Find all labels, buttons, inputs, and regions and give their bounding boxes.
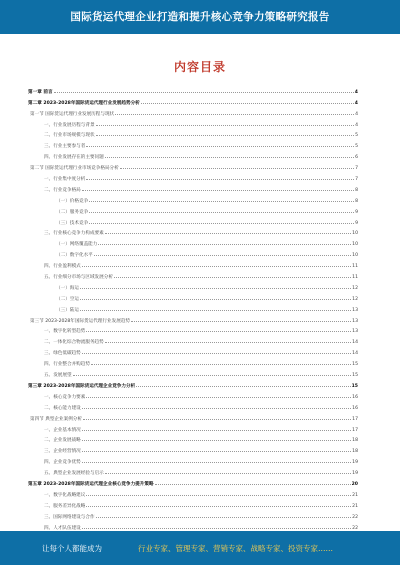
toc-page-number: 15 [351, 383, 358, 389]
toc-page-number: 6 [355, 155, 358, 161]
toc-entry-text: 三、国际网络建设与合作 [44, 514, 95, 520]
toc-entry[interactable] [28, 367, 358, 378]
toc-entry-text: （一）网络覆盖能力 [56, 242, 98, 248]
toc-entry-text: （一）价格竞争 [56, 198, 89, 204]
toc-page-number: 10 [352, 231, 358, 237]
toc-page-number: 17 [352, 416, 358, 422]
dot-leader [80, 288, 351, 289]
toc-entry-text: （三）陆运 [56, 307, 79, 313]
toc-entry-text: 三、行业核心竞争力构成要素 [44, 231, 104, 237]
toc-entry-text: 三、企业经营情况 [44, 449, 81, 455]
dot-leader [96, 125, 355, 126]
toc-page-number: 15 [352, 362, 358, 368]
toc-entry[interactable] [28, 138, 358, 149]
toc-entry-text: 一、企业基本情况 [44, 427, 81, 433]
toc-entry-text: 一、行业集中度分析 [44, 177, 86, 183]
dot-leader [54, 92, 354, 93]
toc-page-number: 8 [355, 198, 358, 204]
toc-page-number: 5 [355, 144, 358, 150]
toc-entry[interactable] [28, 117, 358, 128]
toc-entry[interactable] [28, 433, 358, 444]
toc-entry-text: 五、发展展望 [44, 373, 72, 379]
toc-entry[interactable] [28, 84, 358, 95]
toc-page-number: 4 [355, 122, 358, 128]
toc-entry-text: 第三章 2023-2028年国际货运代理企业竞争力分析 [28, 383, 136, 389]
toc-entry-text: 二、服务差异化战略 [44, 503, 86, 509]
toc-entry-text: 第一节 国际货运代理行业发展历程与现状 [30, 111, 115, 117]
toc-entry-text: 三、绿色低碳趋势 [44, 351, 81, 357]
toc-page-number: 14 [352, 340, 358, 346]
toc-page-number: 10 [352, 253, 358, 259]
dot-leader [105, 342, 351, 343]
toc-page-number: 17 [352, 427, 358, 433]
toc-page-number: 16 [352, 394, 358, 400]
toc-entry[interactable] [28, 226, 358, 237]
toc-entry[interactable] [28, 509, 358, 520]
dot-leader [105, 233, 351, 234]
toc-entry-text: 二、行业竞争格局 [44, 187, 81, 193]
report-title: 国际货运代理企业打造和提升核心竞争力策略研究报告 [70, 11, 330, 23]
toc-entry-text: （三）技术竞争 [56, 220, 89, 226]
toc-entry-text: 第二节 国际货运代理行业市场竞争格局分析 [30, 166, 119, 172]
toc-entry-text: （二）数字化水平 [56, 253, 93, 259]
toc-entry-text: 四、人才队伍建设 [44, 525, 81, 531]
toc-page-number: 15 [352, 373, 358, 379]
toc-page-number: 7 [355, 177, 358, 183]
toc-entry[interactable] [28, 171, 358, 182]
toc-entry-text: 四、企业竞争优势 [44, 460, 81, 466]
toc-page-number: 21 [352, 503, 358, 509]
toc-entry-text: 第一章 前言 [28, 89, 53, 95]
toc-entry[interactable] [28, 236, 358, 247]
toc-entry-text: 二、一体化综合物流服务趋势 [44, 340, 104, 346]
toc-entry[interactable] [28, 149, 358, 160]
toc-entry-text: 四、行业盈利模式 [44, 264, 81, 270]
toc-page-number: 9 [355, 220, 358, 226]
toc-page-number: 4 [354, 100, 358, 106]
toc-entry[interactable] [28, 302, 358, 313]
dot-leader [82, 430, 351, 431]
toc-entry-text: 第四节 典型企业案例分析 [30, 416, 82, 422]
toc-entry[interactable] [28, 95, 358, 106]
toc-entry[interactable] [28, 422, 358, 433]
toc-entry[interactable] [28, 454, 358, 465]
toc-page-number: 18 [352, 449, 358, 455]
toc-entry-text: 一、数字化战略建议 [44, 492, 86, 498]
toc-page-number: 14 [352, 351, 358, 357]
toc-page-number: 13 [352, 307, 358, 313]
toc-entry[interactable] [28, 356, 358, 367]
dot-leader [82, 440, 351, 441]
toc-entry[interactable] [28, 498, 358, 509]
dot-leader [131, 321, 351, 322]
table-of-contents [28, 84, 358, 541]
dot-leader [114, 277, 351, 278]
toc-entry[interactable] [28, 313, 358, 324]
toc-page-number: 12 [352, 285, 358, 291]
toc-entry[interactable] [28, 411, 358, 422]
toc-page-number: 13 [352, 318, 358, 324]
dot-leader [80, 299, 351, 300]
toc-entry[interactable] [28, 160, 358, 171]
dot-leader [80, 310, 351, 311]
toc-page-number: 12 [352, 296, 358, 302]
toc-entry[interactable] [28, 324, 358, 335]
dot-leader [89, 212, 354, 213]
toc-page-number: 19 [352, 471, 358, 477]
toc-page-number: 21 [352, 492, 358, 498]
toc-entry[interactable] [28, 128, 358, 139]
toc-entry[interactable] [28, 465, 358, 476]
toc-page-number: 8 [355, 187, 358, 193]
dot-leader [86, 179, 354, 180]
dot-leader [82, 528, 351, 529]
toc-entry-text: （二）空运 [56, 296, 79, 302]
toc-entry[interactable] [28, 487, 358, 498]
dot-leader [86, 495, 351, 496]
toc-entry[interactable] [28, 215, 358, 226]
dot-leader [105, 473, 351, 474]
toc-entry[interactable] [28, 378, 358, 389]
dot-leader [86, 397, 351, 398]
dot-leader [155, 484, 351, 485]
toc-entry[interactable] [28, 389, 358, 400]
toc-page-number: 20 [351, 481, 358, 487]
toc-entry-text: 二、企业发展战略 [44, 438, 81, 444]
toc-entry-text: （二）服务竞争 [56, 209, 89, 215]
toc-entry[interactable] [28, 258, 358, 269]
toc-page-number: 22 [352, 514, 358, 520]
dot-leader [105, 157, 354, 158]
toc-page-number: 4 [355, 111, 358, 117]
toc-page-number: 18 [352, 438, 358, 444]
dot-leader [73, 375, 352, 376]
footer-bar [0, 531, 400, 565]
dot-leader [94, 255, 351, 256]
header-bar [0, 0, 400, 34]
toc-entry-text: 一、核心竞争力要素 [44, 394, 86, 400]
dot-leader [86, 331, 351, 332]
dot-leader [82, 408, 351, 409]
toc-entry-text: 四、行业发展存在的主要问题 [44, 155, 104, 161]
toc-entry[interactable] [28, 269, 358, 280]
toc-page-number: 16 [352, 405, 358, 411]
toc-page-number: 19 [352, 460, 358, 466]
toc-entry[interactable] [28, 106, 358, 117]
toc-page-number: 22 [352, 525, 358, 531]
dot-leader [98, 244, 351, 245]
toc-entry-text: 三、行业主要参与者 [44, 144, 86, 150]
footer-tagline: 行业专家、管理专家、营销专家、战略专家、投资专家…… [138, 544, 333, 553]
toc-entry-text: 第二章 2023-2028年国际货运代理行业发展趋势分析 [28, 100, 140, 106]
toc-entry-text: 五、行业细分市场与区域发展分析 [44, 275, 113, 281]
toc-entry[interactable] [28, 280, 358, 291]
toc-entry-text: 第五章 2023-2028年国际货运代理企业核心竞争力提升策略 [28, 481, 154, 487]
dot-leader [96, 135, 355, 136]
dot-leader [136, 386, 350, 387]
toc-entry[interactable] [28, 334, 358, 345]
footer-slogan: 让每个人都能成为 [42, 544, 102, 553]
dot-leader [89, 223, 354, 224]
toc-entry[interactable] [28, 291, 358, 302]
dot-leader [89, 201, 354, 202]
toc-page-number: 11 [352, 275, 358, 281]
toc-entry-text: 二、核心能力建设 [44, 405, 81, 411]
dot-leader [86, 506, 351, 507]
toc-entry[interactable] [28, 182, 358, 193]
toc-entry-text: 四、行业整合并购趋势 [44, 362, 90, 368]
dot-leader [86, 146, 354, 147]
toc-page-number: 4 [354, 89, 358, 95]
dot-leader [115, 114, 354, 115]
toc-page-number: 5 [355, 133, 358, 139]
dot-leader [82, 462, 351, 463]
toc-page-number: 10 [352, 242, 358, 248]
toc-entry[interactable] [28, 247, 358, 258]
dot-leader [82, 451, 351, 452]
toc-title: 内容目录 [173, 60, 226, 74]
dot-leader [82, 266, 351, 267]
dot-leader [141, 103, 354, 104]
toc-page-number: 11 [352, 264, 358, 270]
toc-entry-text: 第三节 2023-2028年国际货运代理行业发展趋势 [30, 318, 131, 324]
toc-entry[interactable] [28, 476, 358, 487]
toc-entry-text: 二、行业市场规模与现状 [44, 133, 95, 139]
toc-entry-text: 一、数字化转型趋势 [44, 329, 86, 335]
dot-leader [91, 364, 351, 365]
dot-leader [82, 353, 351, 354]
toc-entry[interactable] [28, 345, 358, 356]
toc-entry[interactable] [28, 443, 358, 454]
toc-entry[interactable] [28, 520, 358, 531]
dot-leader [82, 190, 354, 191]
toc-entry-text: （一）海运 [56, 285, 79, 291]
toc-page-number: 13 [352, 329, 358, 335]
toc-entry-text: 五、典型企业发展经验与启示 [44, 471, 104, 477]
toc-entry[interactable] [28, 193, 358, 204]
dot-leader [120, 168, 354, 169]
toc-entry[interactable] [28, 400, 358, 411]
toc-page-number: 7 [355, 166, 358, 172]
toc-entry-text: 一、行业发展历程与背景 [44, 122, 95, 128]
toc-page-number: 9 [355, 209, 358, 215]
toc-entry[interactable] [28, 204, 358, 215]
dot-leader [83, 419, 351, 420]
dot-leader [96, 517, 352, 518]
